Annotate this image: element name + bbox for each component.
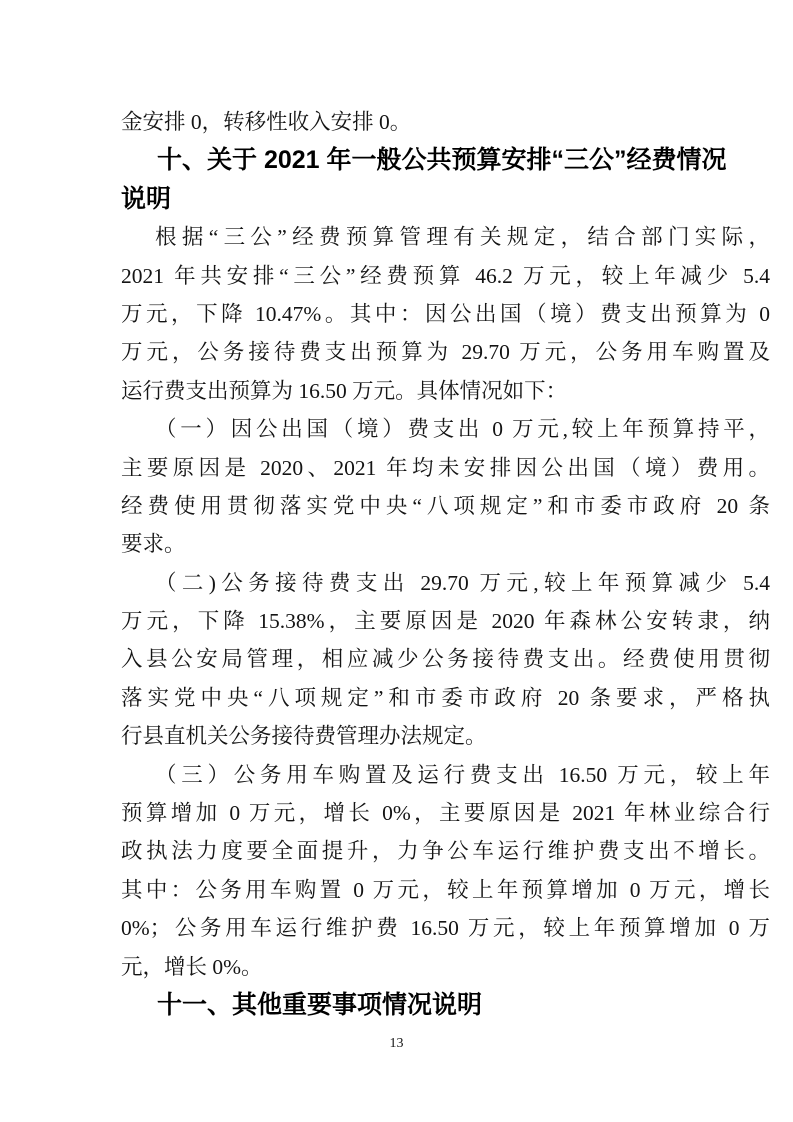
body-text-line: 0%；公务用车运行维护费 16.50 万元，较上年预算增加 0 万 — [121, 916, 770, 941]
body-text-line: 2021 年共安排“三公”经费预算 46.2 万元，较上年减少 5.4 — [121, 263, 770, 288]
body-text-line: 经费使用贯彻落实党中央“八项规定”和市委市政府 20 条 — [121, 493, 770, 518]
body-text-line: 金安排 0，转移性收入安排 0。 — [121, 110, 412, 134]
page-number: 13 — [389, 1036, 404, 1051]
section-heading-line: 说明 — [121, 184, 172, 213]
body-text-line: 落实党中央“八项规定”和市委市政府 20 条要求，严格执 — [121, 685, 770, 710]
body-text-line: 要求。 — [121, 532, 186, 557]
body-text-line: （三）公务用车购置及运行费支出 16.50 万元，较上年 — [155, 762, 770, 787]
body-text-line: 运行费支出预算为 16.50 万元。具体情况如下： — [121, 378, 568, 403]
body-text-line: 元，增长 0%。 — [121, 954, 263, 979]
body-text-line: 其中：公务用车购置 0 万元，较上年预算增加 0 万元，增长 — [121, 877, 770, 902]
body-text-line: （二)公务接待费支出 29.70 万元,较上年预算减少 5.4 — [155, 570, 770, 595]
body-text-line: 预算增加 0 万元，增长 0%，主要原因是 2021 年林业综合行 — [121, 801, 770, 826]
section-heading-line: 十一、其他重要事项情况说明 — [157, 990, 483, 1019]
body-text-line: 万元，下降 15.38%，主要原因是 2020 年森林公安转隶，纳 — [121, 609, 770, 634]
body-text-line: 万元，公务接待费支出预算为 29.70 万元，公务用车购置及 — [121, 340, 770, 365]
body-text-line: 根据“三公”经费预算管理有关规定，结合部门实际， — [155, 225, 770, 250]
text-column — [121, 103, 770, 1024]
section-heading-line: 十、关于 2021 年一般公共预算安排“三公”经费情况 — [157, 146, 727, 175]
body-text-line: 主要原因是 2020、2021 年均未安排因公出国（境）费用。 — [121, 455, 770, 480]
body-text-line: 行县直机关公务接待费管理办法规定。 — [121, 724, 487, 749]
body-text-line: （一）因公出国（境）费支出 0 万元,较上年预算持平， — [155, 417, 770, 442]
body-text-line: 政执法力度要全面提升，力争公车运行维护费支出不增长。 — [121, 839, 770, 864]
body-text-line: 入县公安局管理，相应减少公务接待费支出。经费使用贯彻 — [121, 647, 770, 672]
body-text-line: 万元，下降 10.47%。其中：因公出国（境）费支出预算为 0 — [121, 301, 770, 326]
